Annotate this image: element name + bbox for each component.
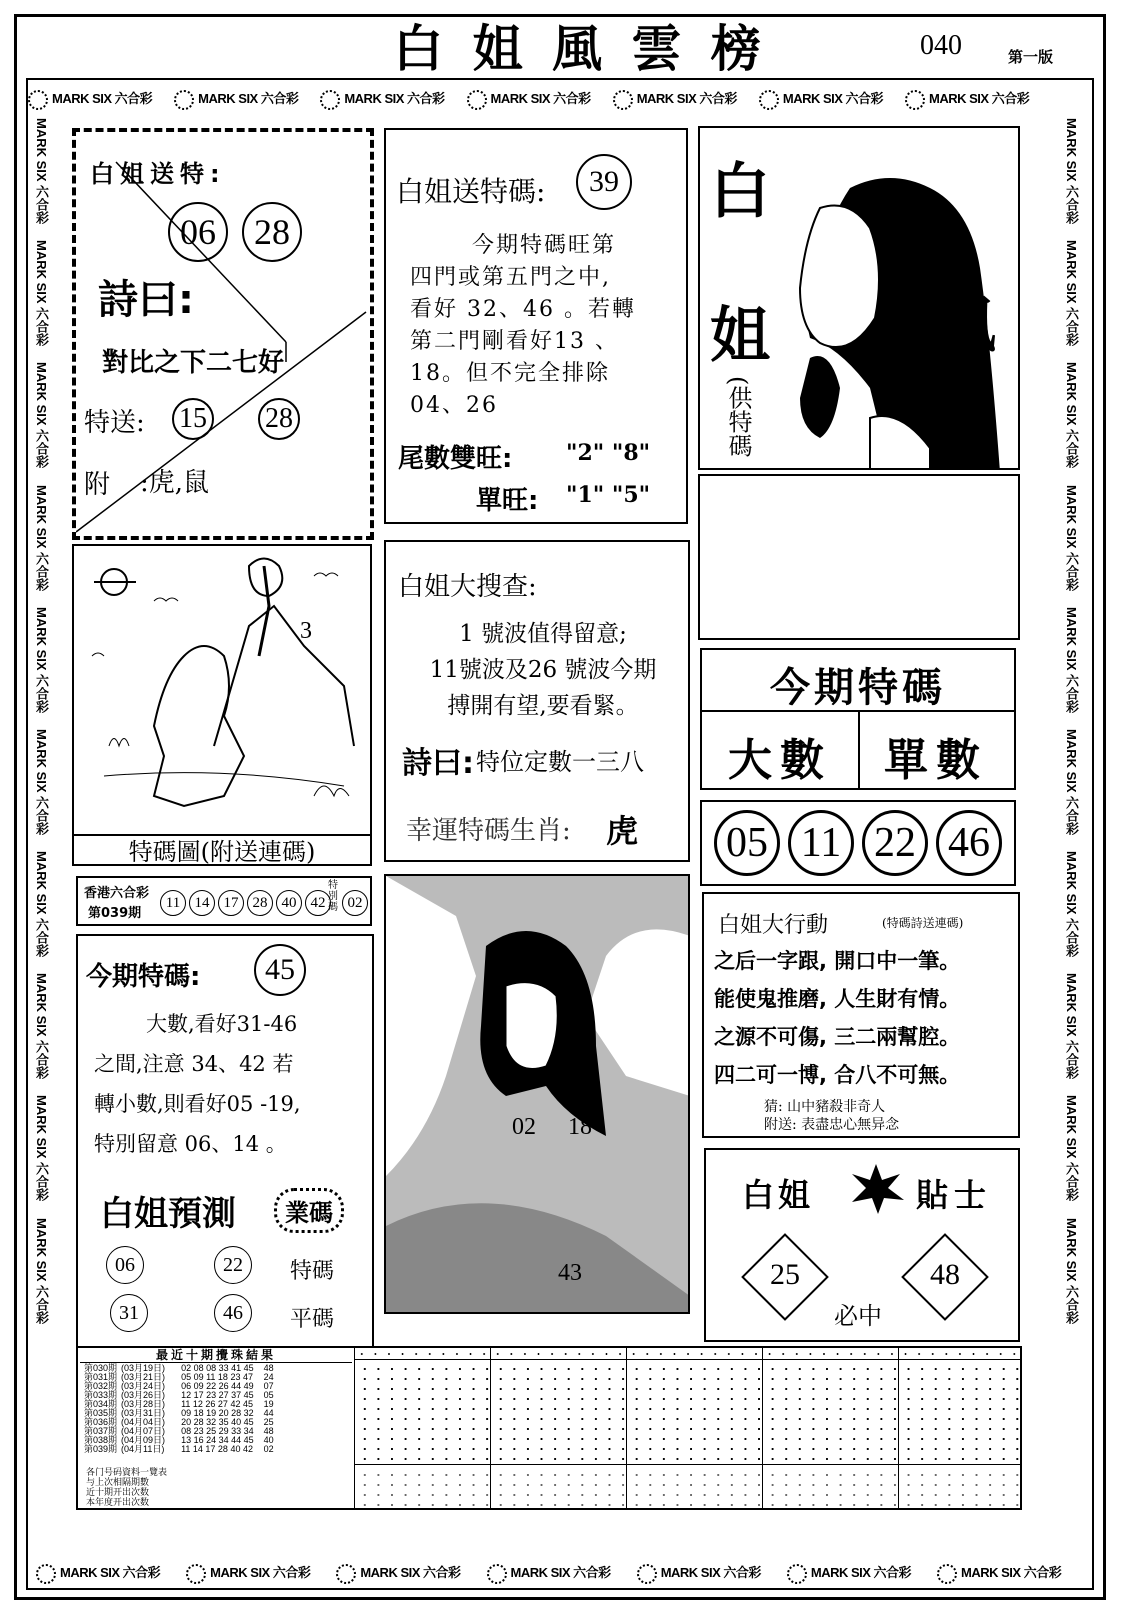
ball-2: 11 [788, 810, 854, 876]
box1-attach-value: :虎,鼠 [140, 468, 210, 498]
results-row [82, 1445, 276, 1454]
box1-num-1: 06 [168, 202, 228, 262]
hk-special-label: 特別碼 [328, 880, 338, 913]
results-cell-nums: 06 09 22 26 44 49 [181, 1381, 254, 1391]
box2-single-value: "1" "5" [566, 482, 651, 508]
box-jinqi [700, 648, 1016, 790]
box-today [76, 934, 374, 1348]
results-cell-period: 第035期 [84, 1408, 118, 1418]
old-man-illustration [74, 546, 370, 830]
predict-num-1: 06 [106, 1246, 144, 1284]
hk-num-6: 42 [305, 890, 331, 916]
results-col-3 [762, 1348, 763, 1510]
search-lucky-value: 虎 [606, 812, 639, 850]
box-baijie-special [72, 128, 374, 540]
results-cell-sp: 05 [263, 1390, 274, 1400]
results-cell-date: (04月11日) [121, 1444, 165, 1454]
box1-attach-label: 附 [84, 470, 111, 500]
box1-special-num-1: 15 [172, 398, 214, 440]
hk-result-box [76, 876, 372, 926]
action-guess [764, 1098, 899, 1134]
results-cell-date: (04月04日) [121, 1417, 166, 1427]
issue-number: 040 [920, 30, 962, 61]
photo-woman-image [386, 876, 690, 1314]
action-line-3: 之源不可傷, 三二兩幫腔。 [714, 1025, 961, 1049]
edition-label: 第一版 [1008, 48, 1054, 66]
box2-line-4: 第二門剛看好13 、 [410, 329, 619, 354]
hk-num-1: 11 [160, 890, 186, 916]
results-cell-sp: 48 [263, 1363, 274, 1373]
hk-special: 02 [342, 890, 368, 916]
results-table [82, 1364, 276, 1454]
hk-num-3: 17 [218, 890, 244, 916]
ball-1: 05 [714, 810, 780, 876]
results-dot-grid [358, 1364, 1020, 1464]
tips-num-1: 25 [770, 1258, 800, 1291]
jinqi-title: 今期特碼 [770, 665, 946, 711]
picture-caption: 特碼圖(附送連碼) [74, 834, 370, 868]
today-num: 45 [254, 944, 306, 996]
results-cell-sp: 40 [263, 1435, 274, 1445]
search-text [400, 616, 686, 724]
results-col-1 [490, 1348, 491, 1510]
results-cell-nums: 11 14 17 28 40 42 [181, 1444, 253, 1454]
results-cell-period: 第033期 [84, 1390, 118, 1400]
results-cell-nums: 08 23 25 29 33 34 [181, 1426, 254, 1436]
results-cell-nums: 05 09 11 18 23 47 [181, 1372, 253, 1382]
results-grid-header [355, 1348, 1022, 1360]
star-burst-icon [846, 1164, 906, 1214]
hk-num-2: 14 [189, 890, 215, 916]
results-cell-period: 第039期 [84, 1444, 118, 1454]
box2-tail-label: 尾數雙旺: [398, 444, 513, 474]
results-cell-sp: 24 [263, 1372, 274, 1382]
results-cell-nums: 20 28 32 35 40 45 [181, 1417, 254, 1427]
ball-4: 46 [936, 810, 1002, 876]
search-line-3: 搏開有望,要看緊。 [447, 693, 639, 719]
photo-woman-box [384, 874, 690, 1314]
results-col-4 [898, 1348, 899, 1510]
box1-poem: 對比之下二七好 [102, 348, 285, 378]
predict-num-2: 22 [214, 1246, 252, 1284]
poster-char-jie: 姐 [710, 301, 770, 371]
today-line-1: 大數,看好31-46 [146, 1012, 298, 1036]
results-cell-period: 第031期 [84, 1372, 118, 1382]
attach-value: 表盡忠心無异念 [801, 1117, 900, 1133]
results-cell-date: (03月26日) [121, 1390, 166, 1400]
search-line-2: 11號波及26 號波今期 [429, 657, 657, 683]
box2-line-1: 今期特碼旺第 [472, 233, 617, 258]
box2-text [410, 230, 680, 422]
search-line-1: 1 號波值得留意; [459, 621, 627, 647]
right-border-strip: MARK SIX 六合彩 MARK SIX 六合彩 MARK SIX 六合彩 MARK SIX 六合彩 MARK SIX 六合彩 MARK SIX 六合彩 MARK SIX 六合彩 MARK SIX 六合彩 MARK SIX 六合彩 MARK SIX 六合彩 [1064, 118, 1079, 1324]
results-cell-date: (03月31日) [121, 1408, 166, 1418]
jinqi-right: 單數 [884, 735, 988, 786]
stats-label-2: 与上次相隔期數 [86, 1478, 150, 1488]
results-cell-sp: 44 [263, 1408, 274, 1418]
box2-line-5: 18。但不完全排除 [410, 361, 610, 386]
stats-label-3: 近十期开出次数 [86, 1488, 150, 1498]
today-title: 今期特碼: [86, 962, 201, 992]
top-border-strip: MARK SIX 六合彩 MARK SIX 六合彩 MARK SIX 六合彩 MARK SIX 六合彩 MARK SIX 六合彩 MARK SIX 六合彩 MARK SIX 六合彩 [28, 86, 1088, 112]
box-action [702, 892, 1020, 1138]
action-title: 白姐大行動 [718, 913, 829, 938]
poster-note: (供特碼 [724, 376, 752, 458]
box1-poem-label: 詩曰: [98, 277, 194, 323]
results-cell-sp: 19 [263, 1399, 274, 1409]
search-poem: 特位定數一三八 [476, 748, 644, 776]
action-line-4: 四二可一博, 合八不可無。 [714, 1063, 961, 1087]
box-tips [704, 1148, 1020, 1342]
results-cell-period: 第032期 [84, 1381, 118, 1391]
box2-single-label: 單旺: [476, 486, 539, 516]
left-border-strip: MARK SIX 六合彩 MARK SIX 六合彩 MARK SIX 六合彩 MARK SIX 六合彩 MARK SIX 六合彩 MARK SIX 六合彩 MARK SIX 六合彩 MARK SIX 六合彩 MARK SIX 六合彩 MARK SIX 六合彩 [34, 118, 49, 1324]
box2-line-6: 04、26 [410, 393, 498, 418]
results-cell-date: (04月07日) [121, 1426, 166, 1436]
poster-char-yun: 雲 [936, 403, 996, 470]
action-line-1: 之后一字跟, 開口中一筆。 [714, 949, 961, 973]
search-title: 白姐大搜查: [398, 572, 537, 602]
action-poem [714, 942, 1018, 1094]
results-cell-nums: 11 12 26 27 42 45 [181, 1399, 253, 1409]
today-line-2: 之間,注意 34、42 若 [94, 1052, 294, 1076]
results-grid-sep [355, 1464, 1022, 1465]
results-cell-sp: 48 [263, 1426, 274, 1436]
hk-num-5: 40 [276, 890, 302, 916]
predict-tag: 業碼 [274, 1188, 344, 1233]
hk-numbers [160, 890, 331, 916]
tips-title-left: 白姐 [742, 1176, 815, 1214]
box2-line-3: 看好 32、46 。若轉 [410, 297, 636, 322]
hk-label2: 第039期 [88, 906, 142, 921]
results-cell-sp: 02 [263, 1444, 274, 1454]
guess-label: 猜: [764, 1099, 783, 1115]
picture-number: 3 [300, 618, 312, 644]
today-line-4: 特別留意 06、14 。 [94, 1132, 287, 1156]
predict-title: 白姐預測 [100, 1194, 236, 1234]
results-cell-period: 第036期 [84, 1417, 118, 1427]
box-baijie-special-code [384, 128, 688, 524]
results-stats-labels [86, 1468, 167, 1508]
poster-box [698, 126, 1020, 470]
results-cell-date: (03月24日) [121, 1381, 166, 1391]
results-cell-date: (03月19日) [121, 1363, 166, 1373]
predict-num-4: 46 [214, 1294, 252, 1332]
stats-label-4: 本年度开出次数 [86, 1498, 150, 1508]
ball-3: 22 [862, 810, 928, 876]
results-cell-period: 第034期 [84, 1399, 118, 1409]
box2-tail-value: "2" "8" [566, 440, 651, 466]
today-text [94, 1004, 372, 1164]
box2-num: 39 [576, 154, 632, 210]
predict-row2-label: 平碼 [290, 1307, 335, 1332]
results-cell-nums: 09 18 19 20 28 32 [181, 1408, 254, 1418]
diagonal-lines [76, 132, 372, 538]
search-poem-label: 詩曰: [402, 746, 474, 781]
results-cell-period: 第037期 [84, 1426, 118, 1436]
results-cell-sp: 07 [263, 1381, 274, 1391]
predict-num-3: 31 [110, 1294, 148, 1332]
results-box [76, 1346, 1022, 1510]
results-cell-period: 第030期 [84, 1363, 118, 1373]
box1-title: 白姐送特: [90, 160, 226, 188]
results-cell-nums: 13 16 24 34 44 45 [181, 1435, 254, 1445]
predict-row1-label: 特碼 [290, 1259, 335, 1284]
attach-label: 附送: [764, 1117, 797, 1133]
search-lucky-label: 幸運特碼生肖: [406, 816, 571, 846]
results-cell-date: (03月28日) [121, 1399, 166, 1409]
box1-num-2: 28 [242, 202, 302, 262]
results-title: 最近十期攪珠結果 [80, 1348, 352, 1363]
action-subtitle: (特碼詩送連碼) [882, 916, 964, 930]
box1-special-label: 特送: [84, 408, 145, 438]
tips-title-right: 貼士 [916, 1176, 993, 1214]
jinqi-left: 大數 [728, 735, 832, 786]
photo-num-2: 18 [568, 1114, 592, 1140]
bottom-border-strip: MARK SIX 六合彩 MARK SIX 六合彩 MARK SIX 六合彩 MARK SIX 六合彩 MARK SIX 六合彩 MARK SIX 六合彩 MARK SIX 六合彩 [36, 1560, 1086, 1586]
picture-box [72, 544, 372, 866]
ball-box [700, 800, 1016, 886]
results-cell-nums: 12 17 23 27 37 45 [181, 1390, 254, 1400]
box-search [384, 540, 690, 862]
results-cell-sp: 25 [263, 1417, 274, 1427]
results-cell-date: (04月09日) [121, 1435, 166, 1445]
page-title: 白 姐 風 雲 榜 [393, 20, 767, 78]
hk-label1: 香港六合彩 [84, 886, 150, 901]
guess-value: 山中豬殺非奇人 [787, 1099, 886, 1115]
results-cell-period: 第038期 [84, 1435, 118, 1445]
results-cell-nums: 02 08 08 33 41 45 [181, 1363, 254, 1373]
box2-title: 白姐送特碼: [396, 175, 546, 208]
results-cell-date: (03月21日) [121, 1372, 166, 1382]
results-grid-divider [354, 1348, 355, 1510]
photo-num-3: 43 [558, 1260, 582, 1286]
hk-num-4: 28 [247, 890, 273, 916]
photo-num-1: 02 [512, 1114, 536, 1140]
box2-line-2: 四門或第五門之中, [410, 265, 611, 290]
blank-box [698, 474, 1020, 640]
poster-char-bai: 白 [710, 157, 770, 227]
poster-char-feng: 風 [936, 291, 996, 361]
stats-label-1: 各门号码資料一覽表 [86, 1468, 168, 1478]
action-line-2: 能使鬼推磨, 人生財有情。 [714, 987, 961, 1011]
results-stats-grid [358, 1470, 1020, 1510]
tips-sure: 必中 [834, 1302, 882, 1330]
tips-num-2: 48 [930, 1258, 960, 1291]
today-line-3: 轉小數,則看好05 -19, [94, 1092, 301, 1116]
box1-special-num-2: 28 [258, 398, 300, 440]
results-col-2 [626, 1348, 627, 1510]
